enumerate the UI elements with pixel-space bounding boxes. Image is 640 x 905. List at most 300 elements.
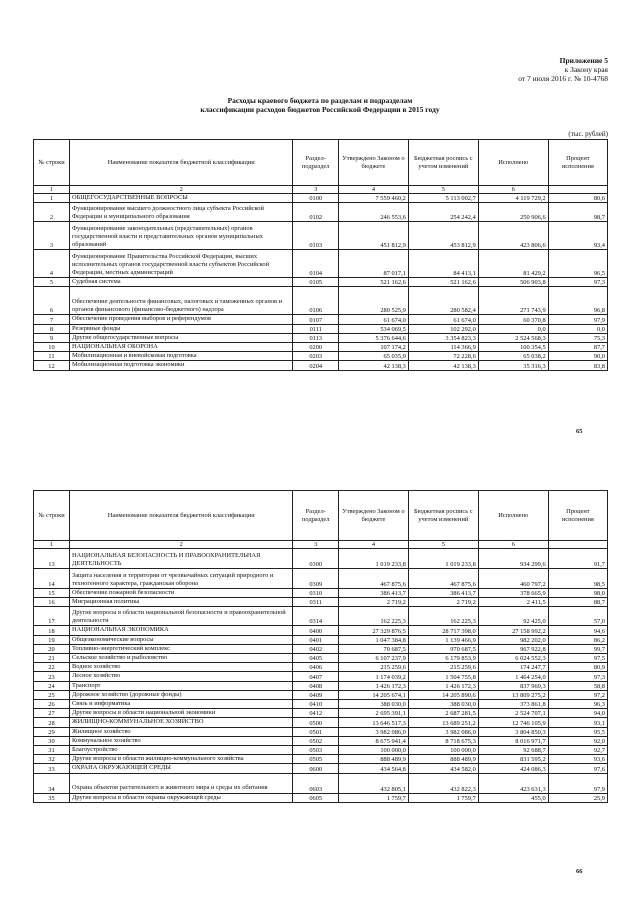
table-row	[34, 764, 608, 773]
page-number: 66	[576, 868, 583, 875]
row-executed: 100 354,5	[478, 343, 548, 352]
col-header-executed: Исполнено	[478, 140, 548, 186]
row-percent: 96,3	[548, 700, 607, 709]
row-percent: 80,9	[548, 663, 607, 672]
row-code: 0102	[293, 203, 339, 222]
row-name: ОХРАНА ОКРУЖАЮЩЕЙ СРЕДЫ	[70, 764, 293, 773]
row-approved: 386 413,7	[338, 589, 408, 598]
row-plan: 13 689 251,2	[408, 718, 478, 727]
column-index-row	[34, 186, 608, 194]
row-plan: 2 719,2	[408, 598, 478, 607]
row-code: 0412	[293, 709, 339, 718]
row-number: 6	[34, 287, 70, 315]
row-code: 0106	[293, 287, 339, 315]
col-header-percent: Процент исполнения	[548, 491, 607, 541]
row-number: 23	[34, 672, 70, 681]
document-title	[120, 96, 520, 114]
row-name: Жилищное хозяйство	[70, 727, 293, 736]
row-code: 0311	[293, 598, 339, 607]
table-row	[34, 549, 608, 569]
row-code: 0105	[293, 278, 339, 287]
row-code: 0502	[293, 736, 339, 745]
row-approved: 1 759,7	[338, 793, 408, 802]
row-plan: 521 162,6	[408, 278, 478, 287]
row-executed: 8 016 971,7	[478, 736, 548, 745]
row-plan: 100 000,0	[408, 746, 478, 755]
table-row	[34, 709, 608, 718]
row-code: 0204	[293, 361, 339, 370]
row-name: ОБЩЕГОСУДАРСТВЕННЫЕ ВОПРОСЫ	[70, 194, 293, 203]
col-index: 6	[478, 541, 548, 549]
col-index: 2	[70, 541, 293, 549]
row-code: 0103	[293, 222, 339, 250]
row-plan: 1 759,7	[408, 793, 478, 802]
row-executed: 460 797,2	[478, 569, 548, 589]
table-row	[34, 727, 608, 736]
table-row	[34, 690, 608, 699]
row-approved: 65 035,9	[338, 352, 408, 361]
col-index-empty	[548, 186, 607, 194]
row-plan: 1 139 466,9	[408, 635, 478, 644]
row-approved: 162 225,3	[338, 607, 408, 626]
law-label: к Закону края	[564, 65, 608, 74]
row-approved: 42 138,3	[338, 361, 408, 370]
row-name: Функционирование законодательных (представительных) органов государственной власти и представительных органов муниципальных образований	[70, 222, 293, 250]
row-plan: 102 292,0	[408, 324, 478, 333]
row-plan: 432 822,3	[408, 773, 478, 793]
table-row	[34, 607, 608, 626]
row-executed: 934 299,6	[478, 549, 548, 569]
row-percent: 97,9	[548, 773, 607, 793]
row-name: Защита населения и территории от чрезвычайных ситуаций природного и техногенного характера, гражданская оборона	[70, 569, 293, 589]
row-percent: 58,8	[548, 681, 607, 690]
row-name: Функционирование Правительства Российской Федерации, высших исполнительных органов государственной власти субъектов Российской Федерации, местных администраций	[70, 250, 293, 278]
row-name: Мобилизационная и вневойсковая подготовка	[70, 352, 293, 361]
title-line-1: Расходы краевого бюджета по разделам и подразделам	[227, 96, 413, 105]
col-index: 6	[478, 186, 548, 194]
row-executed: 455,0	[478, 793, 548, 802]
col-header-percent: Процент исполнения	[548, 140, 607, 186]
row-percent: 97,6	[548, 764, 607, 773]
row-percent: 94,0	[548, 709, 607, 718]
row-plan: 14 205 890,6	[408, 690, 478, 699]
row-plan: 453 812,9	[408, 222, 478, 250]
row-number: 10	[34, 343, 70, 352]
col-index: 5	[408, 541, 478, 549]
row-percent: 91,7	[548, 549, 607, 569]
row-percent: 97,5	[548, 654, 607, 663]
row-approved: 1 426 172,3	[338, 681, 408, 690]
row-number: 25	[34, 690, 70, 699]
row-approved: 14 205 674,1	[338, 690, 408, 699]
row-name: Общеэкономические вопросы	[70, 635, 293, 644]
budget-table-part-1	[33, 139, 608, 371]
row-number: 21	[34, 654, 70, 663]
col-index: 5	[408, 186, 478, 194]
row-executed: 65 038,2	[478, 352, 548, 361]
row-code: 0402	[293, 644, 339, 653]
col-index: 1	[34, 186, 70, 194]
row-executed: 92 688,7	[478, 746, 548, 755]
column-index-row	[34, 541, 608, 549]
row-name: Благоустройство	[70, 746, 293, 755]
row-code: 0100	[293, 194, 339, 203]
col-header-code: Раздел-подраздел	[293, 140, 339, 186]
row-plan: 162 225,3	[408, 607, 478, 626]
table-row	[34, 287, 608, 315]
row-approved: 3 982 086,0	[338, 727, 408, 736]
row-executed: 982 202,0	[478, 635, 548, 644]
row-percent: 75,3	[548, 333, 607, 342]
row-plan: 84 413,1	[408, 250, 478, 278]
table-header-row	[34, 491, 608, 541]
table-row	[34, 343, 608, 352]
table-row	[34, 222, 608, 250]
row-code: 0310	[293, 589, 339, 598]
table-row	[34, 635, 608, 644]
row-approved: 534 069,5	[338, 324, 408, 333]
row-percent: 87,7	[548, 343, 607, 352]
row-percent: 25,9	[548, 793, 607, 802]
row-number: 12	[34, 361, 70, 370]
row-executed: 1 464 254,0	[478, 672, 548, 681]
row-percent: 97,3	[548, 672, 607, 681]
annex-label: Приложение 5	[559, 56, 608, 65]
row-code: 0203	[293, 352, 339, 361]
table-row	[34, 700, 608, 709]
row-percent: 90,0	[548, 352, 607, 361]
row-plan: 3 354 823,3	[408, 333, 478, 342]
col-index: 4	[338, 186, 408, 194]
row-name: Мобилизационная подготовка экономики	[70, 361, 293, 370]
row-approved: 87 017,1	[338, 250, 408, 278]
row-number: 18	[34, 626, 70, 635]
row-plan: 5 113 002,7	[408, 194, 478, 203]
row-percent: 98,5	[548, 569, 607, 589]
col-header-plan: Бюджетная роспись с учетом изменений	[408, 491, 478, 541]
row-number: 4	[34, 250, 70, 278]
table-row	[34, 315, 608, 324]
row-percent: 92,0	[548, 736, 607, 745]
row-percent: 80,6	[548, 194, 607, 203]
row-percent: 88,7	[548, 598, 607, 607]
row-percent: 99,7	[548, 644, 607, 653]
row-executed: 27 158 992,2	[478, 626, 548, 635]
row-executed: 3 804 850,3	[478, 727, 548, 736]
row-plan: 280 582,4	[408, 287, 478, 315]
row-approved: 451 812,9	[338, 222, 408, 250]
table-row	[34, 793, 608, 802]
table-row	[34, 644, 608, 653]
row-executed: 2 524 707,1	[478, 709, 548, 718]
row-name: Другие вопросы в области жилищно-коммунального хозяйства	[70, 755, 293, 764]
row-code: 0600	[293, 764, 339, 773]
row-plan: 970 687,5	[408, 644, 478, 653]
table-row	[34, 324, 608, 333]
row-number: 33	[34, 764, 70, 773]
row-code: 0503	[293, 746, 339, 755]
row-approved: 2 695 391,1	[338, 709, 408, 718]
row-plan: 388 030,0	[408, 700, 478, 709]
row-percent: 98,7	[548, 203, 607, 222]
row-number: 26	[34, 700, 70, 709]
row-executed: 35 316,3	[478, 361, 548, 370]
row-code: 0401	[293, 635, 339, 644]
row-percent: 94,6	[548, 626, 607, 635]
table-row	[34, 718, 608, 727]
col-index: 3	[293, 541, 339, 549]
row-code: 0200	[293, 343, 339, 352]
col-index: 3	[293, 186, 339, 194]
row-executed: 423 806,6	[478, 222, 548, 250]
row-plan: 28 717 398,0	[408, 626, 478, 635]
row-executed: 373 861,8	[478, 700, 548, 709]
row-plan: 1 426 172,3	[408, 681, 478, 690]
table-row	[34, 598, 608, 607]
annex-header	[518, 56, 608, 83]
row-name: Связь и информатика	[70, 700, 293, 709]
table-row	[34, 589, 608, 598]
table-row	[34, 736, 608, 745]
row-code: 0408	[293, 681, 339, 690]
col-header-name: Наименование показателя бюджетной классификации	[70, 140, 293, 186]
row-code: 0314	[293, 607, 339, 626]
law-date: от 7 июля 2016 г. № 10-4768	[518, 74, 608, 83]
row-code: 0406	[293, 663, 339, 672]
row-approved: 7 559 460,2	[338, 194, 408, 203]
row-name: Водное хозяйство	[70, 663, 293, 672]
row-approved: 467 875,6	[338, 569, 408, 589]
row-executed: 967 922,8	[478, 644, 548, 653]
row-percent: 97,2	[548, 690, 607, 699]
row-percent: 57,0	[548, 607, 607, 626]
table-row	[34, 569, 608, 589]
row-name: Судебная система	[70, 278, 293, 287]
row-approved: 6 107 237,9	[338, 654, 408, 663]
row-approved: 280 525,9	[338, 287, 408, 315]
row-plan: 3 982 086,0	[408, 727, 478, 736]
row-plan: 2 687 281,5	[408, 709, 478, 718]
col-header-approved: Утверждено Законом о бюджете	[338, 491, 408, 541]
row-executed: 13 809 275,2	[478, 690, 548, 699]
row-code: 0409	[293, 690, 339, 699]
row-name: Обеспечение пожарной безопасности	[70, 589, 293, 598]
row-plan: 72 228,6	[408, 352, 478, 361]
row-name: Резервные фонды	[70, 324, 293, 333]
table-row	[34, 250, 608, 278]
row-percent: 96,5	[548, 250, 607, 278]
col-header-num: № строки	[34, 140, 70, 186]
row-percent: 83,8	[548, 361, 607, 370]
row-executed: 2 524 568,3	[478, 333, 548, 342]
row-name: Другие вопросы в области национальной безопасности и правоохранительной деятельности	[70, 607, 293, 626]
row-name: Лесное хозяйство	[70, 672, 293, 681]
row-percent: 93,4	[548, 222, 607, 250]
row-number: 27	[34, 709, 70, 718]
row-percent: 97,9	[548, 315, 607, 324]
row-approved: 107 174,2	[338, 343, 408, 352]
row-percent: 92,7	[548, 746, 607, 755]
row-code: 0501	[293, 727, 339, 736]
row-number: 34	[34, 773, 70, 793]
row-percent: 98,0	[548, 589, 607, 598]
row-approved: 70 687,5	[338, 644, 408, 653]
row-name: Другие вопросы в области национальной экономики	[70, 709, 293, 718]
row-name: Функционирование высшего должностного лица субъекта Российской Федерации и муниципального образования	[70, 203, 293, 222]
row-plan: 8 718 675,3	[408, 736, 478, 745]
row-approved: 388 030,0	[338, 700, 408, 709]
row-number: 22	[34, 663, 70, 672]
row-number: 19	[34, 635, 70, 644]
row-name: Другие общегосударственные вопросы	[70, 333, 293, 342]
row-name: НАЦИОНАЛЬНАЯ ОБОРОНА	[70, 343, 293, 352]
row-percent: 93,1	[548, 718, 607, 727]
row-executed: 6 024 552,3	[478, 654, 548, 663]
row-number: 9	[34, 333, 70, 342]
row-executed: 250 906,6	[478, 203, 548, 222]
row-percent: 95,5	[548, 727, 607, 736]
row-executed: 837 969,3	[478, 681, 548, 690]
row-number: 30	[34, 736, 70, 745]
row-approved: 8 675 941,4	[338, 736, 408, 745]
row-number: 17	[34, 607, 70, 626]
table-row	[34, 681, 608, 690]
table-row	[34, 672, 608, 681]
row-number: 3	[34, 222, 70, 250]
row-code: 0107	[293, 315, 339, 324]
row-number: 29	[34, 727, 70, 736]
row-number: 11	[34, 352, 70, 361]
row-code: 0603	[293, 773, 339, 793]
row-plan: 434 582,0	[408, 764, 478, 773]
row-percent: 96,8	[548, 287, 607, 315]
col-index-empty	[548, 541, 607, 549]
row-approved: 434 564,8	[338, 764, 408, 773]
row-approved: 1 174 039,2	[338, 672, 408, 681]
table-header-row	[34, 140, 608, 186]
row-name: Другие вопросы в области охраны окружающей среды	[70, 793, 293, 802]
row-approved: 5 376 644,6	[338, 333, 408, 342]
row-name: НАЦИОНАЛЬНАЯ ЭКОНОМИКА	[70, 626, 293, 635]
row-name: Дорожное хозяйство (дорожные фонды)	[70, 690, 293, 699]
row-code: 0104	[293, 250, 339, 278]
row-percent: 97,3	[548, 278, 607, 287]
row-number: 31	[34, 746, 70, 755]
row-plan: 61 674,0	[408, 315, 478, 324]
row-number: 20	[34, 644, 70, 653]
row-plan: 467 875,6	[408, 569, 478, 589]
row-code: 0400	[293, 626, 339, 635]
row-number: 15	[34, 589, 70, 598]
col-header-approved: Утверждено Законом о бюджете	[338, 140, 408, 186]
row-code: 0309	[293, 569, 339, 589]
row-executed: 271 743,9	[478, 287, 548, 315]
col-header-num: № строки	[34, 491, 70, 541]
row-code: 0111	[293, 324, 339, 333]
table-row	[34, 203, 608, 222]
row-code: 0500	[293, 718, 339, 727]
row-percent: 86,2	[548, 635, 607, 644]
row-approved: 1 047 384,8	[338, 635, 408, 644]
row-executed: 378 665,9	[478, 589, 548, 598]
row-percent: 0,0	[548, 324, 607, 333]
row-executed: 12 746 105,9	[478, 718, 548, 727]
row-code: 0505	[293, 755, 339, 764]
row-plan: 114 366,9	[408, 343, 478, 352]
table-row	[34, 773, 608, 793]
row-approved: 100 000,0	[338, 746, 408, 755]
row-name: Миграционная политика	[70, 598, 293, 607]
row-number: 35	[34, 793, 70, 802]
row-executed: 81 429,2	[478, 250, 548, 278]
row-approved: 1 019 233,8	[338, 549, 408, 569]
row-plan: 42 138,3	[408, 361, 478, 370]
row-plan: 6 179 853,9	[408, 654, 478, 663]
row-name: Обеспечение проведения выборов и референдумов	[70, 315, 293, 324]
col-header-name: Наименование показателя бюджетной классификации	[70, 491, 293, 541]
row-executed: 0,0	[478, 324, 548, 333]
col-index: 1	[34, 541, 70, 549]
units-label: (тыс. рублей)	[568, 130, 608, 138]
row-number: 2	[34, 203, 70, 222]
row-code: 0113	[293, 333, 339, 342]
budget-table-part-2	[33, 490, 608, 803]
row-approved: 432 805,1	[338, 773, 408, 793]
row-name: ЖИЛИЩНО-КОММУНАЛЬНОЕ ХОЗЯЙСТВО	[70, 718, 293, 727]
row-executed: 831 595,2	[478, 755, 548, 764]
row-number: 5	[34, 278, 70, 287]
row-approved: 246 553,6	[338, 203, 408, 222]
col-index: 4	[338, 541, 408, 549]
row-plan: 1 504 755,8	[408, 672, 478, 681]
table-row	[34, 333, 608, 342]
row-executed: 92 425,0	[478, 607, 548, 626]
row-name: Охрана объектов растительного и животного мира и среды их обитания	[70, 773, 293, 793]
row-plan: 1 019 233,8	[408, 549, 478, 569]
row-number: 8	[34, 324, 70, 333]
row-name: Коммунальное хозяйство	[70, 736, 293, 745]
row-executed: 424 086,3	[478, 764, 548, 773]
row-approved: 888 489,9	[338, 755, 408, 764]
row-plan: 888 489,9	[408, 755, 478, 764]
page-number: 65	[576, 428, 583, 435]
table-row	[34, 654, 608, 663]
table-row	[34, 663, 608, 672]
row-number: 32	[34, 755, 70, 764]
row-percent: 93,6	[548, 755, 607, 764]
table-row	[34, 361, 608, 370]
row-number: 13	[34, 549, 70, 569]
table-row	[34, 755, 608, 764]
row-approved: 215 259,6	[338, 663, 408, 672]
row-code: 0605	[293, 793, 339, 802]
table-row	[34, 626, 608, 635]
row-code: 0405	[293, 654, 339, 663]
row-approved: 13 646 517,3	[338, 718, 408, 727]
row-executed: 506 903,8	[478, 278, 548, 287]
row-code: 0300	[293, 549, 339, 569]
row-number: 14	[34, 569, 70, 589]
row-approved: 2 719,2	[338, 598, 408, 607]
table-row	[34, 352, 608, 361]
table-row	[34, 746, 608, 755]
row-approved: 27 329 876,5	[338, 626, 408, 635]
row-name: НАЦИОНАЛЬНАЯ БЕЗОПАСНОСТЬ И ПРАВООХРАНИТЕЛЬНАЯ ДЕЯТЕЛЬНОСТЬ	[70, 549, 293, 569]
row-plan: 386 413,7	[408, 589, 478, 598]
row-plan: 215 259,6	[408, 663, 478, 672]
row-code: 0407	[293, 672, 339, 681]
table-row	[34, 278, 608, 287]
